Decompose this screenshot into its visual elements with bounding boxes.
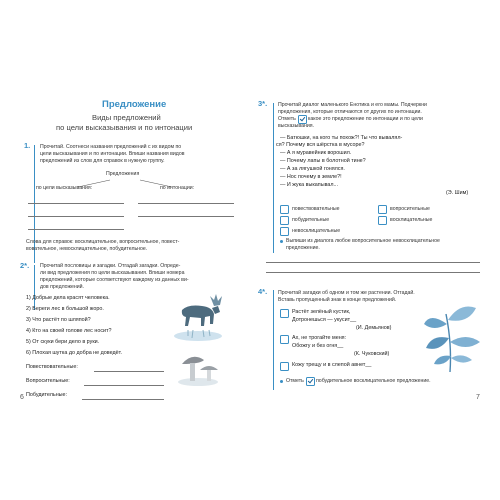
dialog-line: — А за лягушкой гонялся. — [280, 166, 345, 172]
right-page — [250, 0, 500, 500]
riddle-line: Растёт зелёный кустик, — [292, 309, 351, 315]
exercise-4-text: Прочитай загадки об одном и том же растении. Отгадай. — [278, 290, 415, 296]
task-bullet-icon — [280, 380, 283, 383]
subtitle-line-2: по цели высказывания и по интонации — [56, 123, 193, 132]
exercise-2-number: 2*. — [20, 261, 30, 270]
exercise-3-text: Прочитай диалог маленького Енотика и его мамы. Подчеркни — [278, 102, 427, 108]
exercise-1-text: предложений из слов для справок в нужную группу. — [40, 158, 165, 164]
moose-illustration — [168, 286, 226, 344]
answer-line[interactable] — [266, 262, 480, 263]
answer-label-declarative: Повествовательные: — [26, 364, 78, 370]
riddle-author: (К. Чуковский) — [354, 351, 390, 357]
exercise-1-text: Прочитай. Соотнеси названия предложений с их видом по — [40, 144, 182, 150]
intonation-column-label: по интонации: — [160, 185, 195, 191]
answer-line[interactable] — [84, 385, 164, 386]
exercise-3-text: какое это предложение по интонации и по цели — [308, 116, 423, 122]
riddle-line: Дотронешься — укусит__ — [292, 317, 357, 323]
answer-line[interactable] — [94, 371, 164, 372]
option-label: повествовательные — [292, 206, 340, 212]
answer-line[interactable] — [138, 203, 234, 204]
exercise-3-text: высказывания. — [278, 123, 314, 129]
exercise-4-margin-rule — [273, 290, 274, 390]
page-number: 7 — [476, 394, 480, 401]
answer-line[interactable] — [138, 216, 234, 217]
dialog-line: — Нос почему в земле?! — [280, 174, 342, 180]
exercise-1-number: 1. — [24, 141, 31, 150]
exercise-3-text: Отметь — [278, 116, 296, 122]
exercise-1-text: цели высказывания и по интонации. Впиши названия видов — [40, 151, 185, 157]
exercise-2-margin-rule — [34, 265, 35, 310]
option-checkbox[interactable] — [280, 205, 289, 214]
exercise-4-number: 4*. — [258, 287, 268, 296]
answer-line[interactable] — [266, 272, 480, 273]
proverb-item: 1) Добрые дела красят человека. — [26, 295, 110, 301]
mushroom-illustration — [176, 350, 220, 386]
answer-line[interactable] — [28, 203, 124, 204]
hint-text: Слова для справок: восклицательное, вопросительное, повест- — [26, 239, 180, 245]
riddle-line: Ах, не трогайте меня: — [292, 335, 347, 341]
final-task-text: побудительное восклицательное предложение. — [316, 378, 431, 384]
proverb-item: 4) Кто на своей голове лес носит? — [26, 328, 112, 334]
answer-label-imperative: Побудительные: — [26, 392, 68, 398]
riddle-author: (И. Демьянов) — [356, 325, 392, 331]
purpose-column-label: по цели высказывания: — [36, 185, 93, 191]
exercise-2-text: Прочитай пословицы и загадки. Отгадай загадки. Опреде- — [40, 263, 181, 269]
final-task-text: Отметь — [286, 378, 304, 384]
exercise-2-text: предложений, которые соответствуют каждому из данных ви- — [40, 277, 189, 283]
nettle-illustration — [416, 294, 486, 374]
proverb-item: 2) Береги лес в большой жоро. — [26, 306, 104, 312]
riddle-checkbox[interactable] — [280, 335, 289, 344]
dialog-line: — Батюшки, на кого ты похож?! Ты что вывалял- — [280, 135, 403, 141]
proverb-item: 3) Что растёт по шляпой? — [26, 317, 91, 323]
option-checkbox[interactable] — [280, 227, 289, 236]
exercise-3-number: 3*. — [258, 99, 268, 108]
riddle-checkbox[interactable] — [280, 309, 289, 318]
task-text: Выпиши из диалога любое вопросительное невосклицательное — [286, 238, 440, 244]
option-checkbox[interactable] — [378, 205, 387, 214]
task-text: предложение. — [286, 245, 320, 251]
dialog-line: ся? Почему вся шёрстка в мусоре? — [276, 142, 365, 148]
option-label: побудительные — [292, 217, 330, 223]
riddle-line: Обожгу и без огня__ — [292, 343, 344, 349]
answer-line[interactable] — [28, 229, 124, 230]
proverb-item: 6) Плохая шутка до добра не доведёт. — [26, 350, 122, 356]
dialog-line: — А я муравейник ворошил. — [280, 150, 352, 156]
dialog-author: (Э. Шим) — [446, 190, 469, 196]
subtitle-line-1: Виды предложений — [92, 113, 161, 122]
answer-line[interactable] — [28, 216, 124, 217]
sentences-label: Предложения — [106, 171, 140, 177]
riddle-checkbox[interactable] — [280, 362, 289, 371]
riddle-line: Кожу трещу и в слепой авнет__ — [292, 362, 372, 368]
exercise-2-text: ли вид предложения по цели высказывания. Впиши номера — [40, 270, 185, 276]
exercise-4-text: Вставь пропущенный знак в конце предложений. — [278, 297, 397, 303]
exercise-2-text: дов предложений. — [40, 284, 84, 290]
answer-label-interrogative: Вопросительные: — [26, 378, 70, 384]
proverb-item: 5) От скуки бери дело в руки. — [26, 339, 100, 345]
exercise-3-margin-rule — [273, 103, 274, 253]
option-label: вопросительные — [390, 206, 430, 212]
task-bullet-icon — [280, 240, 283, 243]
option-checkbox[interactable] — [280, 216, 289, 225]
hint-text: вовательное, невосклицательное, побудительное. — [26, 246, 148, 252]
option-label: восклицательные — [390, 217, 433, 223]
dialog-line: — И жука выкапывал... — [280, 182, 339, 188]
page-number: 6 — [20, 394, 24, 401]
option-label: невосклицательные — [292, 228, 341, 234]
option-checkbox[interactable] — [378, 216, 387, 225]
dialog-line: — Почему лапы в болотной тине? — [280, 158, 366, 164]
exercise-3-text: предложения, которые отличаются от других по интонации. — [278, 109, 422, 115]
page-title: Предложение — [102, 99, 167, 110]
check-sample-icon — [306, 377, 315, 386]
answer-line[interactable] — [82, 399, 164, 400]
